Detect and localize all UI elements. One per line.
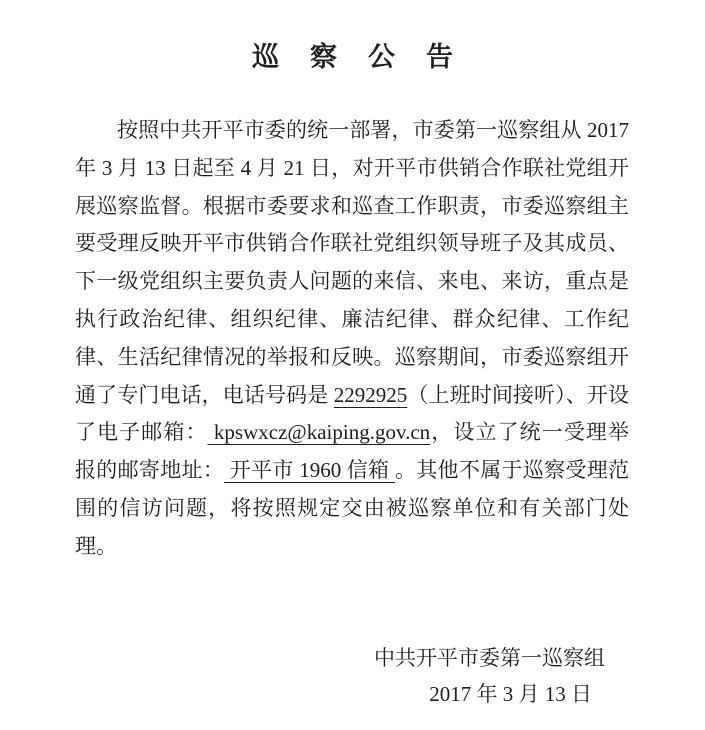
- email-address: kpswxcz@kaiping.gov.cn: [207, 420, 431, 445]
- body-text-opening: 按照中共开平市委的统一部署，市委第一巡察组从 2017 年 3 月 13 日起至 4 月 21 日，对开平市供销合作联社党组开展巡察监督。根据市委要求和巡查工作职责，市委巡察组主要受理反映开平市供销合作联社党组织领导班子及其成员、下一级党组织主要负责人问题的来信、来电、来访，重点是执行政治纪律、组织纪律、廉洁纪律、群众纪律、工作纪律、生活纪律情况的举报和反映。巡察期间，市委巡察组开通了专门电话，电话号码是: [75, 118, 629, 407]
- body-paragraph: [75, 112, 629, 566]
- signature-organization: 中共开平市委第一巡察组: [374, 646, 605, 670]
- body-text-closing: 。其他不属于巡察受理范围的信访问题，将按照规定交由被巡察单位和有关部门处理。: [75, 458, 630, 558]
- signature-date: 2017 年 3 月 13 日: [429, 682, 592, 706]
- phone-number: 2292925: [333, 382, 408, 407]
- body-text-after-phone: （上班时间接听）、开设了电子邮箱：: [75, 382, 630, 445]
- document-title: [0, 40, 705, 74]
- body-text-after-email: ，设立了统一受理举报的邮寄地址：: [75, 420, 630, 483]
- mailing-address: 开平市 1960 信箱: [224, 458, 395, 483]
- document-title-text: 巡察公告: [252, 42, 484, 72]
